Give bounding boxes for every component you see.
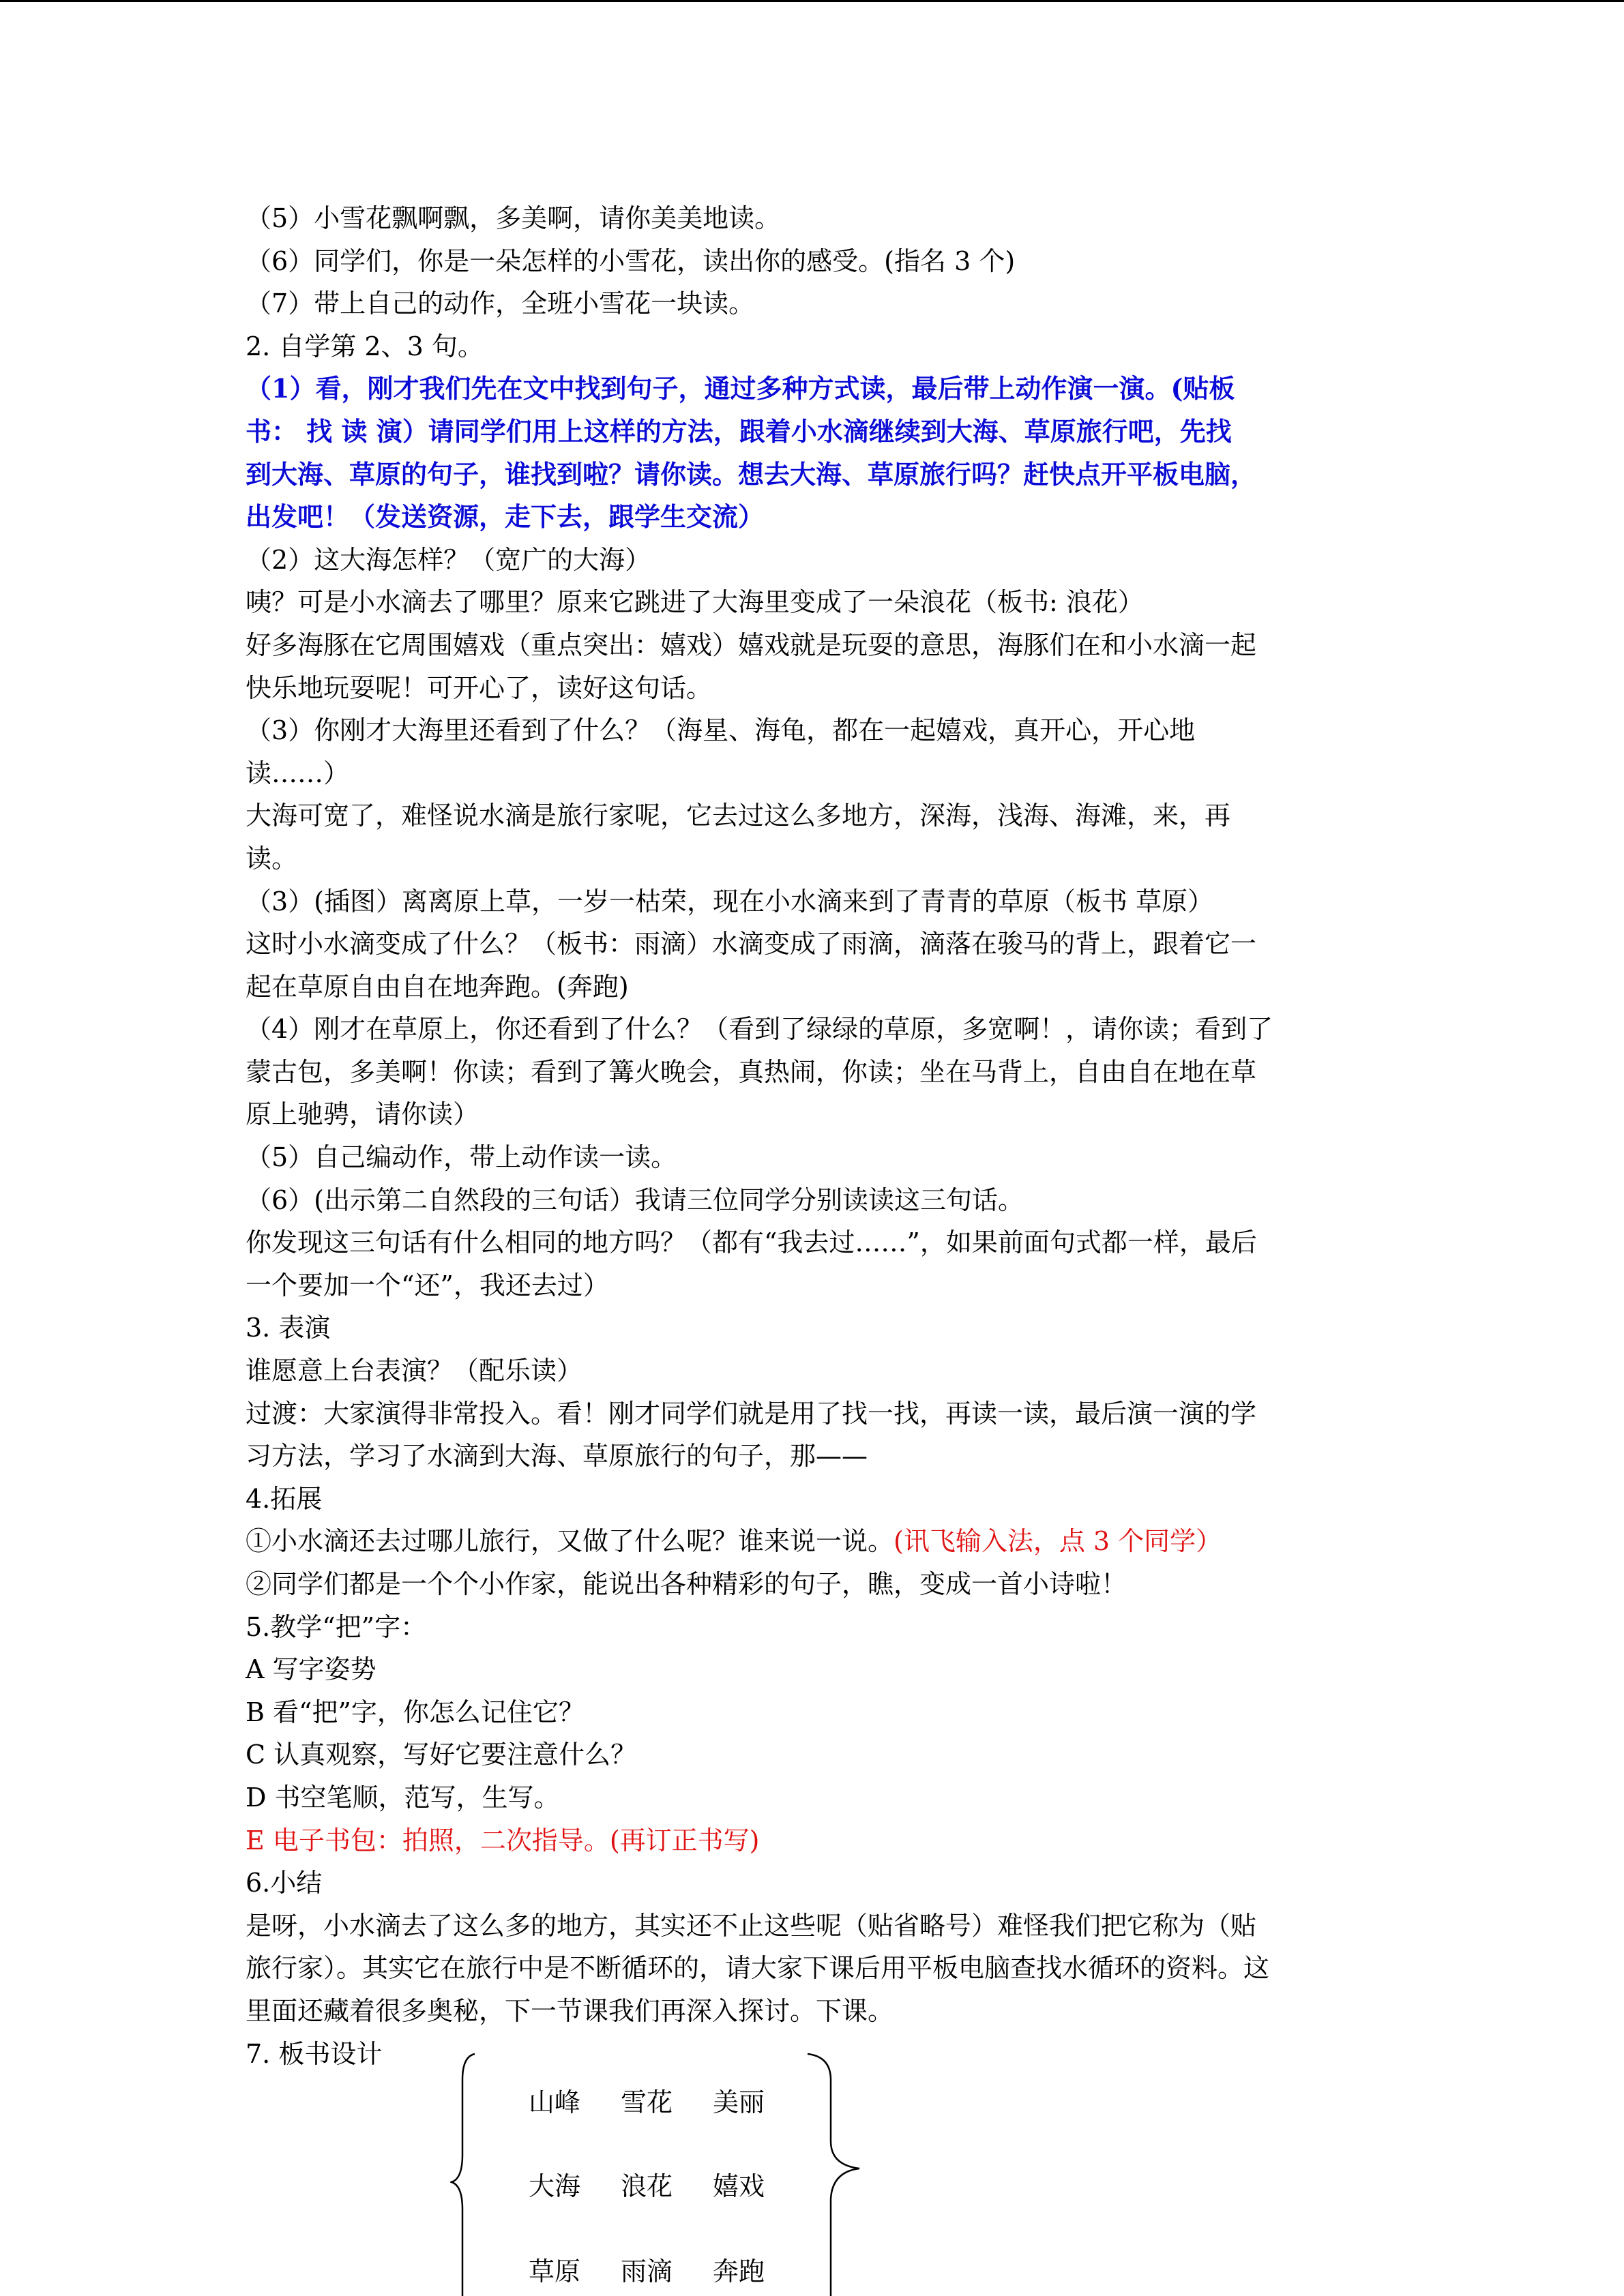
list-item: C 认真观察，写好它要注意什么？ bbox=[246, 1740, 637, 1770]
board-word: 雪花 bbox=[621, 2087, 673, 2117]
text-line: 蒙古包，多美啊！你读；看到了篝火晚会，真热闹，你读；坐在马背上，自由自在地在草 bbox=[246, 1056, 1257, 1087]
text-line: （4）刚才在草原上，你还看到了什么？（看到了绿绿的草原，多宽啊！，请你读；看到了 bbox=[246, 1014, 1273, 1045]
text-line: 读……） bbox=[246, 758, 350, 788]
lesson-plan-body bbox=[246, 197, 1378, 2075]
section-heading: 7. 板书设计 bbox=[246, 2038, 383, 2069]
board-word: 大海 bbox=[529, 2171, 581, 2201]
board-design-diagram bbox=[450, 2053, 873, 2296]
board-word: 浪花 bbox=[621, 2171, 673, 2201]
list-item-red: E 电子书包：拍照，二次指导。(再订正书写) bbox=[246, 1825, 760, 1855]
board-row bbox=[529, 2169, 801, 2203]
highlight-line: （1）看，刚才我们先在文中找到句子，通过多种方式读，最后带上动作演一演。(贴板 bbox=[246, 373, 1235, 404]
board-word: 奔跑 bbox=[713, 2256, 765, 2286]
highlight-line: 到大海、草原的句子，谁找到啦？请你读。想去大海、草原旅行吗？赶快点开平板电脑， bbox=[246, 458, 1257, 490]
highlight-line: 出发吧！（发送资源，走下去，跟学生交流） bbox=[246, 501, 765, 533]
text-line: 起在草原自由自在地奔跑。(奔跑) bbox=[246, 971, 629, 1002]
text-line: 大海可宽了，难怪说水滴是旅行家呢，它去过这么多地方，深海，浅海、海滩，来，再 bbox=[246, 801, 1231, 831]
board-word: 嬉戏 bbox=[713, 2171, 765, 2201]
section-heading: 5.教学“把”字： bbox=[246, 1611, 427, 1642]
text-line: （3）(插图）离离原上草，一岁一枯荣，现在小水滴来到了青青的草原（板书 草原） bbox=[246, 886, 1214, 916]
text-line: 快乐地玩耍呢！可开心了，读好这句话。 bbox=[246, 672, 713, 703]
board-word: 草原 bbox=[529, 2256, 581, 2286]
text-line bbox=[246, 1520, 1378, 1563]
text-line: 原上驰骋，请你读） bbox=[246, 1099, 479, 1130]
highlight-line: 书： 找 读 演）请同学们用上这样的方法，跟着小水滴继续到大海、草原旅行吧，先找 bbox=[246, 415, 1232, 447]
section-heading: 4.拓展 bbox=[246, 1483, 323, 1514]
board-word: 山峰 bbox=[529, 2087, 581, 2117]
text-line: （7）带上自己的动作，全班小雪花一块读。 bbox=[246, 288, 755, 319]
text-line: （3）你刚才大海里还看到了什么？（海星、海龟，都在一起嬉戏，真开心，开心地 bbox=[246, 715, 1196, 746]
section-heading: 2. 自学第 2、3 句。 bbox=[246, 331, 484, 361]
text-line: （5）小雪花飘啊飘，多美啊，请你美美地读。 bbox=[246, 203, 781, 233]
text-line: 好多海豚在它周围嬉戏（重点突出：嬉戏）嬉戏就是玩耍的意思，海豚们在和小水滴一起 bbox=[246, 629, 1257, 660]
text-line: 谁愿意上台表演？（配乐读） bbox=[246, 1356, 583, 1386]
board-word: 雨滴 bbox=[621, 2256, 673, 2286]
text-span: ①小水滴还去过哪儿旅行，又做了什么呢？谁来说一说。 bbox=[246, 1526, 894, 1557]
text-line: （6）(出示第二自然段的三句话）我请三位同学分别读读这三句话。 bbox=[246, 1184, 1024, 1215]
section-heading: 6.小结 bbox=[246, 1868, 323, 1898]
text-line: （5）自己编动作，带上动作读一读。 bbox=[246, 1142, 677, 1173]
text-line: （2）这大海怎样？（宽广的大海） bbox=[246, 544, 651, 575]
page-top-border bbox=[0, 0, 1624, 2]
section-heading: 3. 表演 bbox=[246, 1313, 331, 1343]
text-line: 读。 bbox=[246, 843, 298, 874]
text-line: 里面还藏着很多奥秘，下一节课我们再深入探讨。下课。 bbox=[246, 1995, 894, 2026]
right-brace-icon bbox=[808, 2054, 859, 2296]
text-line: 习方法，学习了水滴到大海、草原旅行的句子，那—— bbox=[246, 1441, 868, 1472]
board-row bbox=[529, 2085, 801, 2119]
text-line: 你发现这三句话有什么相同的地方吗？（都有“我去过……”，如果前面句式都一样，最后 bbox=[246, 1227, 1257, 1258]
red-note: (讯飞输入法，点 3 个同学） bbox=[894, 1526, 1222, 1557]
text-line: 这时小水滴变成了什么？（板书：雨滴）水滴变成了雨滴，滴落在骏马的背上，跟着它一 bbox=[246, 929, 1257, 959]
text-line: 一个要加一个“还”，我还去过） bbox=[246, 1270, 609, 1300]
left-brace-icon bbox=[452, 2054, 475, 2296]
text-line: 旅行家）。其实它在旅行中是不断循环的，请大家下课后用平板电脑查找水循环的资料。这 bbox=[246, 1953, 1270, 1984]
text-line: ②同学们都是一个个小作家，能说出各种精彩的句子，瞧，变成一首小诗啦！ bbox=[246, 1569, 1127, 1599]
board-row bbox=[529, 2254, 801, 2288]
list-item: B 看“把”字，你怎么记住它？ bbox=[246, 1697, 585, 1727]
board-word: 美丽 bbox=[713, 2087, 765, 2117]
text-line: 咦？可是小水滴去了哪里？原来它跳进了大海里变成了一朵浪花（板书: 浪花） bbox=[246, 587, 1144, 618]
text-line: 是呀，小水滴去了这么多的地方，其实还不止这些呢（贴省略号）难怪我们把它称为（贴 bbox=[246, 1910, 1257, 1941]
list-item: A 写字姿势 bbox=[246, 1654, 377, 1685]
text-line: 过渡：大家演得非常投入。看！刚才同学们就是用了找一找，再读一读，最后演一演的学 bbox=[246, 1398, 1257, 1429]
list-item: D 书空笔顺，范写，生写。 bbox=[246, 1782, 560, 1813]
text-line: （6）同学们，你是一朵怎样的小雪花，读出你的感受。(指名 3 个) bbox=[246, 245, 1016, 276]
